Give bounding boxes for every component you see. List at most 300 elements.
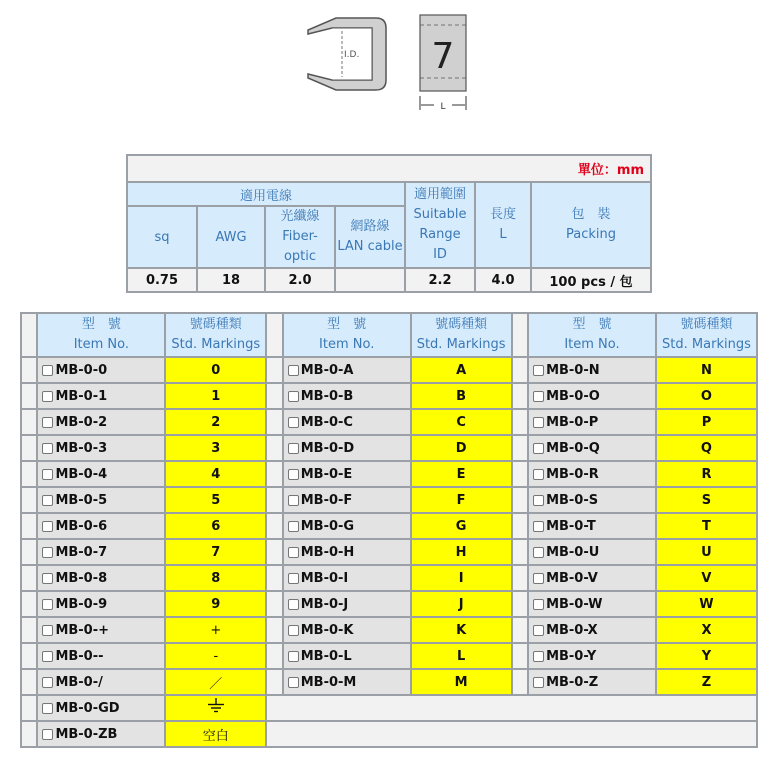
spacer-cell: [22, 540, 36, 564]
item-number: MB-0-I: [300, 570, 349, 586]
marking-cell: [412, 566, 511, 590]
item-no-header-zh: 型 號: [572, 317, 612, 332]
spacer-cell: [22, 566, 36, 590]
item-checkbox[interactable]: [533, 573, 544, 584]
item-checkbox[interactable]: [288, 651, 299, 662]
marking-cell: [166, 514, 265, 538]
marking-cell: [412, 410, 511, 434]
item-checkbox[interactable]: [288, 599, 299, 610]
spacer-cell: [513, 358, 527, 382]
awg-value: 18: [198, 269, 264, 291]
item-number: MB-0-F: [300, 492, 353, 508]
marking-value: -: [213, 648, 219, 664]
spacer-cell: [267, 358, 281, 382]
item-number: MB-0-V: [546, 570, 598, 586]
marking-value: 4: [211, 466, 221, 482]
spacer-cell: [22, 670, 36, 694]
item-no-header-en: Item No.: [73, 337, 130, 352]
spacer-cell: [513, 540, 527, 564]
packing-header-zh: 包 裝: [571, 207, 611, 222]
spacer-cell: [22, 592, 36, 616]
item-cell: [38, 410, 164, 434]
marking-value: 9: [211, 596, 221, 612]
awg-header: AWG: [198, 207, 264, 267]
item-cell: [38, 358, 164, 382]
item-cell: [529, 618, 655, 642]
spacer-cell: [22, 488, 36, 512]
fiber-header-en1: Fiber-: [282, 229, 318, 244]
item-checkbox[interactable]: [288, 365, 299, 376]
marking-cell: [657, 644, 756, 668]
spacer-cell: [513, 384, 527, 408]
spacer-cell: [22, 618, 36, 642]
spacer-cell: [22, 462, 36, 486]
length-value: 4.0: [476, 269, 530, 291]
item-number: MB-0-+: [55, 622, 110, 638]
length-label: L: [440, 102, 446, 112]
marking-value: S: [701, 492, 712, 508]
spacer-cell: [267, 488, 281, 512]
marking-cell: [166, 436, 265, 460]
marking-value: 2: [211, 414, 221, 430]
marking-cell: [657, 488, 756, 512]
unit-label: 單位：mm: [128, 156, 650, 181]
fiber-header: [266, 207, 334, 267]
item-checkbox[interactable]: [533, 417, 544, 428]
item-number: MB-0-G: [300, 518, 355, 534]
marking-value: 6: [211, 518, 221, 534]
spacer-cell: [267, 618, 281, 642]
marking-value: F: [456, 492, 466, 508]
sq-header: sq: [128, 207, 196, 267]
table-row: [22, 566, 756, 590]
spacer-cell: [513, 410, 527, 434]
spacer-cell: [22, 358, 36, 382]
item-cell: [38, 436, 164, 460]
table-row: [22, 462, 756, 486]
lan-value: [336, 269, 404, 291]
item-number: MB-0--: [55, 648, 104, 664]
marking-cell: [166, 696, 265, 720]
item-number: MB-0-Q: [546, 440, 600, 456]
spacer-cell: [513, 436, 527, 460]
table-row: [22, 540, 756, 564]
table-row: [22, 644, 756, 668]
item-number: MB-0-M: [300, 674, 357, 690]
marking-value: 3: [211, 440, 221, 456]
item-checkbox[interactable]: [533, 599, 544, 610]
spacer-cell: [267, 592, 281, 616]
item-checkbox[interactable]: [533, 547, 544, 558]
marking-value: T: [702, 518, 711, 534]
spacer-cell: [267, 410, 281, 434]
spacer-cell: [267, 514, 281, 538]
marking-cell: [166, 358, 265, 382]
item-cell: [38, 462, 164, 486]
empty-cell: [267, 722, 756, 746]
item-cell: [529, 592, 655, 616]
item-cell: [529, 410, 655, 434]
item-number: MB-0-B: [300, 388, 354, 404]
item-checkbox[interactable]: [288, 495, 299, 506]
table-row: [22, 514, 756, 538]
spacer-cell: [22, 436, 36, 460]
table-row: [22, 488, 756, 512]
item-checkbox[interactable]: [533, 495, 544, 506]
marker-diagram: [300, 8, 480, 118]
item-checkbox[interactable]: [42, 703, 53, 714]
item-cell: [38, 514, 164, 538]
markings-header-zh: 號碼種類: [435, 317, 488, 332]
spacer-cell: [267, 384, 281, 408]
marking-value: U: [701, 544, 712, 560]
item-number: MB-0-S: [546, 492, 599, 508]
marking-cell: [166, 618, 265, 642]
spacer-cell: [513, 314, 527, 356]
item-checkbox[interactable]: [42, 651, 53, 662]
item-cell: [284, 358, 410, 382]
markings-header-en: Std. Markings: [171, 337, 261, 352]
marking-cell: [412, 436, 511, 460]
item-number: MB-0-0: [55, 362, 108, 378]
item-cell: [38, 384, 164, 408]
table-row: [22, 670, 756, 694]
marking-value: 1: [211, 388, 221, 404]
spec-table: [126, 154, 652, 293]
item-number: MB-0-J: [300, 596, 349, 612]
item-number: MB-0-H: [300, 544, 355, 560]
item-cell: [529, 566, 655, 590]
marking-cell: [166, 592, 265, 616]
marking-value: K: [456, 622, 467, 638]
lan-header-en: LAN cable: [337, 239, 403, 254]
item-cell: [284, 410, 410, 434]
item-number: MB-0-T: [546, 518, 596, 534]
item-cell: [529, 540, 655, 564]
marking-value: J: [458, 596, 464, 612]
marking-cell: [412, 384, 511, 408]
marking-value: H: [455, 544, 467, 560]
item-checkbox[interactable]: [42, 573, 53, 584]
marking-value: X: [701, 622, 712, 638]
marking-cell: [657, 436, 756, 460]
item-number: MB-0-D: [300, 440, 355, 456]
marking-value: D: [455, 440, 467, 456]
item-checkbox[interactable]: [42, 391, 53, 402]
marking-cell: [412, 488, 511, 512]
marking-value: P: [701, 414, 712, 430]
spacer-cell: [267, 540, 281, 564]
item-cell: [284, 592, 410, 616]
item-checkbox[interactable]: [533, 651, 544, 662]
marking-value: M: [454, 674, 468, 690]
marking-value: N: [701, 362, 712, 378]
item-no-header: [284, 314, 410, 356]
item-number: MB-0-8: [55, 570, 108, 586]
length-header-zh: 長度: [489, 207, 516, 222]
marking-value: O: [700, 388, 712, 404]
marking-cell: [412, 514, 511, 538]
range-value: 2.2: [406, 269, 474, 291]
marking-cell: [657, 514, 756, 538]
spacer-cell: [22, 722, 36, 746]
item-checkbox[interactable]: [42, 365, 53, 376]
item-checkbox[interactable]: [533, 443, 544, 454]
item-checkbox[interactable]: [288, 677, 299, 688]
packing-value: 100 pcs / 包: [532, 269, 650, 291]
item-no-header-zh: 型 號: [327, 317, 367, 332]
marking-value: +: [210, 622, 222, 638]
lan-header-zh: 網路線: [350, 219, 390, 234]
marking-value: Z: [701, 674, 712, 690]
marking-cell: [412, 618, 511, 642]
item-number: MB-0-A: [300, 362, 354, 378]
marking-value: 7: [211, 544, 221, 560]
range-header-en2: Range: [419, 227, 461, 242]
marking-cell: [657, 384, 756, 408]
item-number: MB-0-O: [546, 388, 600, 404]
item-checkbox[interactable]: [42, 521, 53, 532]
marking-value: B: [456, 388, 467, 404]
item-checkbox[interactable]: [288, 443, 299, 454]
item-number: MB-0-4: [55, 466, 108, 482]
item-checkbox[interactable]: [42, 495, 53, 506]
item-checkbox[interactable]: [42, 417, 53, 428]
item-checkbox[interactable]: [42, 599, 53, 610]
marking-value: 5: [211, 492, 221, 508]
item-cell: [529, 670, 655, 694]
item-cell: [284, 644, 410, 668]
marking-cell: [166, 722, 265, 746]
item-number: MB-0-P: [546, 414, 599, 430]
ground-symbol-icon: [207, 698, 225, 714]
item-checkbox[interactable]: [533, 677, 544, 688]
item-number: MB-0-GD: [55, 700, 120, 716]
item-checkbox[interactable]: [42, 677, 53, 688]
marking-cell: [412, 462, 511, 486]
item-checkbox[interactable]: [42, 729, 53, 740]
range-header-en1: Suitable: [413, 207, 467, 222]
item-no-header-en: Item No.: [319, 337, 375, 352]
item-cell: [529, 488, 655, 512]
item-checkbox[interactable]: [288, 573, 299, 584]
marking-cell: [412, 670, 511, 694]
marking-cell: [657, 618, 756, 642]
item-checkbox[interactable]: [288, 391, 299, 402]
markings-header: [657, 314, 756, 356]
marking-cell: [166, 540, 265, 564]
spacer-cell: [513, 462, 527, 486]
fiber-value: 2.0: [266, 269, 334, 291]
marking-value: Y: [701, 648, 712, 664]
marking-value: 8: [211, 570, 221, 586]
marking-value: Q: [700, 440, 712, 456]
item-checkbox[interactable]: [533, 365, 544, 376]
table-row: [22, 592, 756, 616]
item-number: MB-0-X: [546, 622, 598, 638]
marking-value: I: [458, 570, 464, 586]
item-cell: [529, 462, 655, 486]
item-cell: [529, 514, 655, 538]
item-cell: [38, 566, 164, 590]
item-number: MB-0-Z: [546, 674, 599, 690]
item-cell: [284, 462, 410, 486]
table-row: [22, 696, 756, 720]
item-number: MB-0-2: [55, 414, 108, 430]
item-cell: [529, 644, 655, 668]
item-number: MB-0-7: [55, 544, 108, 560]
marking-cell: [657, 462, 756, 486]
spacer-cell: [267, 566, 281, 590]
length-header: [476, 183, 530, 267]
item-cell: [529, 436, 655, 460]
range-header: [406, 183, 474, 267]
item-no-header: [529, 314, 655, 356]
length-header-en: L: [499, 227, 507, 242]
spacer-cell: [22, 314, 36, 356]
marking-cell: [166, 462, 265, 486]
item-number: MB-0-R: [546, 466, 599, 482]
markings-header-zh: 號碼種類: [680, 317, 733, 332]
item-cell: [38, 618, 164, 642]
spacer-cell: [513, 670, 527, 694]
item-checkbox[interactable]: [42, 443, 53, 454]
item-cell: [38, 696, 164, 720]
id-label: I.D.: [344, 50, 360, 60]
items-body: [22, 314, 756, 746]
item-no-header-en: Item No.: [564, 337, 620, 352]
spacer-cell: [513, 592, 527, 616]
item-checkbox[interactable]: [288, 469, 299, 480]
item-cell: [284, 566, 410, 590]
spacer-cell: [513, 566, 527, 590]
items-header-row: [22, 314, 756, 356]
spacer-cell: [22, 410, 36, 434]
item-number: MB-0-N: [546, 362, 600, 378]
marking-cell: [657, 566, 756, 590]
item-number: MB-0-3: [55, 440, 108, 456]
fiber-header-zh: 光纖線: [280, 209, 320, 224]
item-number: MB-0-6: [55, 518, 108, 534]
item-cell: [284, 540, 410, 564]
spacer-cell: [513, 644, 527, 668]
item-cell: [284, 670, 410, 694]
spacer-cell: [22, 696, 36, 720]
marking-cell: [657, 540, 756, 564]
item-number: MB-0-5: [55, 492, 108, 508]
table-row: [22, 358, 756, 382]
item-number: MB-0-E: [300, 466, 353, 482]
spacer-cell: [513, 618, 527, 642]
item-cell: [284, 514, 410, 538]
item-checkbox[interactable]: [533, 391, 544, 402]
item-checkbox[interactable]: [288, 547, 299, 558]
item-cell: [38, 488, 164, 512]
marking-cell: [657, 410, 756, 434]
item-cell: [284, 488, 410, 512]
item-cell: [38, 670, 164, 694]
item-cell: [38, 592, 164, 616]
range-header-zh: 適用範圍: [413, 187, 466, 202]
item-cell: [284, 618, 410, 642]
markings-header-en: Std. Markings: [416, 337, 506, 352]
packing-header: [532, 183, 650, 267]
markings-header-zh: 號碼種類: [189, 317, 242, 332]
item-cell: [38, 644, 164, 668]
marking-cell: [412, 358, 511, 382]
item-checkbox[interactable]: [533, 521, 544, 532]
marking-cell: [166, 410, 265, 434]
item-checkbox[interactable]: [288, 417, 299, 428]
spacer-cell: [267, 644, 281, 668]
fiber-header-en2: optic: [283, 249, 317, 264]
spacer-cell: [513, 514, 527, 538]
marking-cell: [166, 644, 265, 668]
lan-header: [336, 207, 404, 267]
item-cell: [284, 384, 410, 408]
spacer-cell: [22, 384, 36, 408]
marking-cell: [657, 358, 756, 382]
marking-value: R: [701, 466, 712, 482]
marking-value: 空白: [202, 728, 229, 744]
markings-header-en: Std. Markings: [662, 337, 751, 352]
item-cell: [529, 384, 655, 408]
marking-cell: [166, 670, 265, 694]
item-cell: [529, 358, 655, 382]
table-row: [22, 410, 756, 434]
item-number: MB-0-L: [300, 648, 352, 664]
item-number: MB-0-C: [300, 414, 353, 430]
marking-cell: [657, 670, 756, 694]
item-no-header: [38, 314, 164, 356]
item-checkbox[interactable]: [42, 469, 53, 480]
applicable-wire-header: 適用電線: [128, 183, 404, 205]
item-number: MB-0-U: [546, 544, 600, 560]
markings-header: [166, 314, 265, 356]
range-header-en3: ID: [433, 247, 447, 262]
item-checkbox[interactable]: [288, 625, 299, 636]
marking-value: 0: [211, 362, 221, 378]
spacer-cell: [267, 436, 281, 460]
marking-cell: [412, 540, 511, 564]
table-row: [22, 722, 756, 746]
item-checkbox[interactable]: [42, 547, 53, 558]
item-cell: [38, 722, 164, 746]
table-row: [22, 384, 756, 408]
marking-cell: [657, 592, 756, 616]
table-row: [22, 618, 756, 642]
item-checkbox[interactable]: [42, 625, 53, 636]
marking-value: A: [456, 362, 467, 378]
item-checkbox[interactable]: [533, 469, 544, 480]
item-number: MB-0-K: [300, 622, 354, 638]
item-number: MB-0-ZB: [55, 726, 118, 742]
markings-header: [412, 314, 511, 356]
marking-value: C: [456, 414, 466, 430]
marking-cell: [412, 592, 511, 616]
empty-cell: [267, 696, 756, 720]
marking-value: W: [699, 596, 714, 612]
item-number: MB-0-1: [55, 388, 108, 404]
item-number: MB-0-Y: [546, 648, 597, 664]
item-number: MB-0-/: [55, 674, 103, 690]
item-checkbox[interactable]: [288, 521, 299, 532]
item-cell: [38, 540, 164, 564]
item-number: MB-0-W: [546, 596, 603, 612]
marking-cell: [166, 566, 265, 590]
item-checkbox[interactable]: [533, 625, 544, 636]
marking-value: ／: [209, 676, 223, 692]
